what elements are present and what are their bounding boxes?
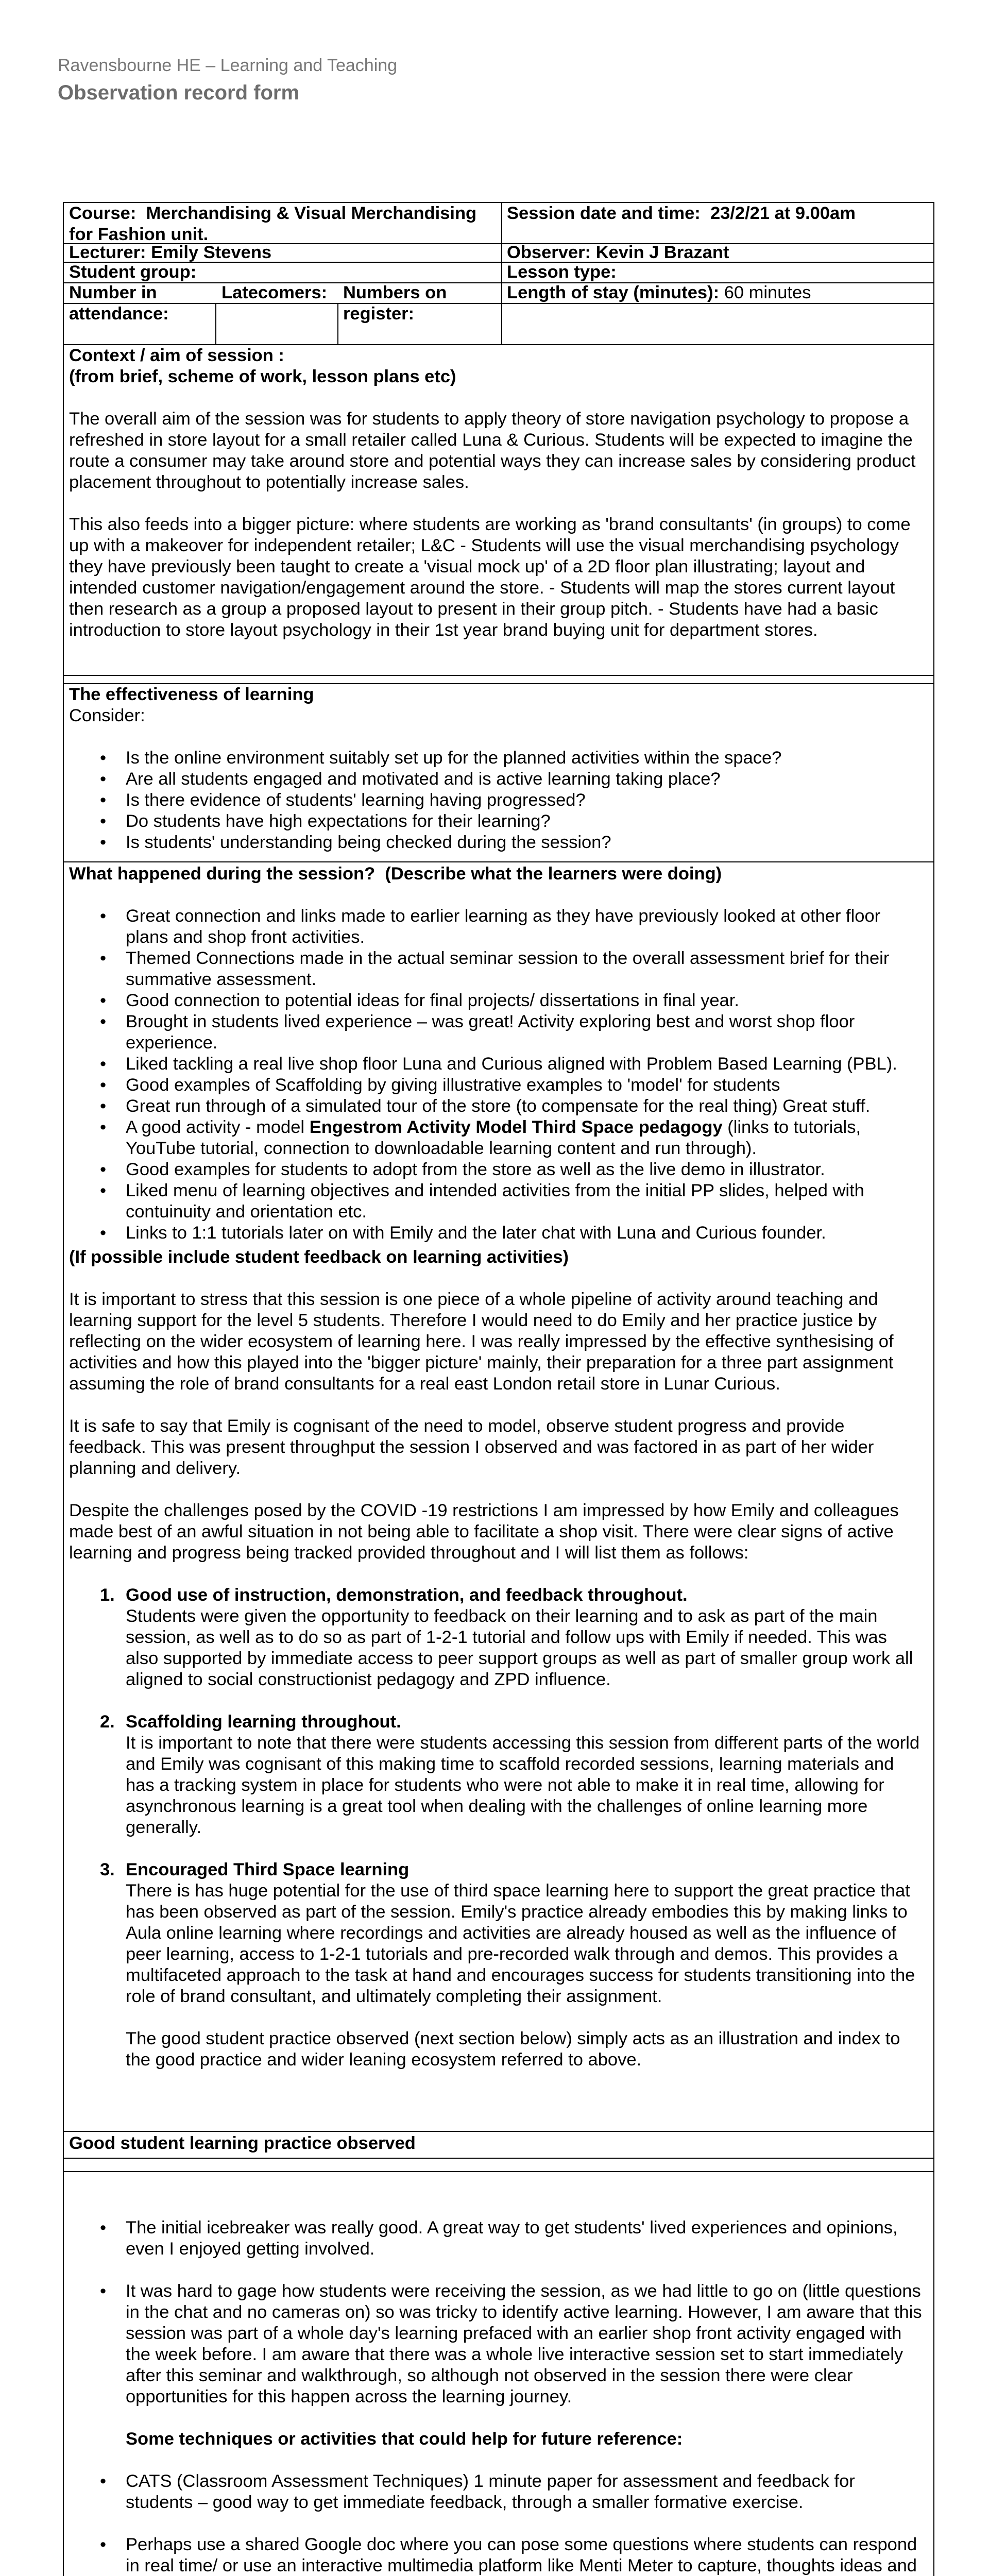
context-paragraph: The overall aim of the session was for students to apply theory of store navigation psychology to propose a refreshed in store layout for a small retailer called Luna & Curious. Students will be expected to imagine the route a consumer may take around store and potential ways they can increase sales by considering product placement throughout to potentially increase sales. [69, 409, 916, 492]
column-divider [501, 202, 502, 344]
context-subheading: (from brief, scheme of work, lesson plans etc) [69, 367, 456, 386]
list-item: • Are all students engaged and motivated and is active learning taking place? [126, 769, 924, 790]
lesson-type-label: Lesson type: [507, 262, 617, 282]
list-item: • Great run through of a simulated tour of the store (to compensate for the real thing) Great stuff. [126, 1096, 924, 1117]
form-title: Observation record form [58, 81, 300, 104]
lecturer-label: Lecturer: [69, 243, 146, 262]
list-item: • Good connection to potential ideas for final projects/ dissertations in final year. [126, 990, 924, 1011]
point-body: It is important to note that there were students accessing this session from different parts of the world and Emily was cognisant of this making time to scaffold recorded sessions, learning materials and has a tracking system in place for students who were not able to make it in real time, allowing for asynchronous learning is a great tool when dealing with the challenges of online learning more generally. [126, 1733, 920, 1837]
course-label: Course: [69, 204, 137, 223]
point-number: 2. [100, 1712, 115, 1732]
list-item: • Is there evidence of students' learning having progressed? [126, 790, 924, 811]
stay-value: 60 minutes [724, 283, 811, 302]
student-group-label: Student group: [69, 262, 197, 282]
course-cell [69, 203, 497, 245]
feedback-paragraph: It is safe to say that Emily is cognisant of the need to model, observe student progress and provide feedback. This was present throughput the session I observed and was factored in as part of her wider planning and delivery. [69, 1416, 874, 1478]
attendance-label: Number in attendance: [69, 283, 169, 324]
feedback-heading: (If possible include student feedback on learning activities) [69, 1247, 569, 1267]
list-item [126, 1117, 924, 1159]
point-body: Students were given the opportunity to feedback on their learning and to ask as part of the main session, as well as to do so as part of 1-2-1 tutorial and follow ups with Emily if needed. This was also supported by immediate access to peer support groups as well as part of smaller group work all aligned to social constructionist pedagogy and ZPD influence. [126, 1606, 913, 1689]
point-title: Good use of instruction, demonstration, and feedback throughout. [126, 1585, 688, 1605]
point-number: 3. [100, 1860, 115, 1879]
column-divider [215, 303, 216, 344]
column-divider [337, 303, 338, 344]
numbered-point [100, 1585, 924, 1711]
section-divider [63, 2131, 933, 2132]
section-divider [63, 2158, 933, 2159]
list-item: • Do students have high expectations for their learning? [126, 811, 924, 832]
happened-heading-bold: What happened during the session? [69, 864, 376, 884]
stay-cell [507, 282, 929, 303]
effectiveness-heading: The effectiveness of learning [69, 685, 314, 704]
list-item: • Great connection and links made to earlier learning as they have previously looked at other floor plans and shop front activities. [126, 906, 924, 948]
observer-cell [507, 242, 929, 263]
model-name: Engestrom Activity Model Third Space pedagogy [309, 1117, 723, 1137]
section-divider [63, 675, 933, 676]
happened-heading-rest: (Describe what the learners were doing) [385, 864, 722, 884]
point-title: Encouraged Third Space learning [126, 1860, 410, 1879]
observer-value: Kevin J Brazant [595, 243, 729, 262]
closing-paragraph: The good student practice observed (next section below) simply acts as an illustration and index to the good practice and wider leaning ecosystem referred to above. [126, 2029, 900, 2070]
practice-section [69, 2217, 924, 2576]
list-item: • Perhaps use a shared Google doc where you can pose some questions where students can respond in real time/ or use an interactive multimedia platform like Menti Meter to capture, thoughts ideas and [126, 2534, 924, 2576]
list-item: • Good examples for students to adopt from the store as well as the live demo in illustrator. [126, 1159, 924, 1180]
list-item: • Links to 1:1 tutorials later on with Emily and the later chat with Luna and Curious founder. [126, 1223, 924, 1244]
numbered-point [100, 1711, 924, 1859]
point-title: Scaffolding learning throughout. [126, 1712, 401, 1732]
session-label: Session date and time: [507, 204, 701, 223]
list-item: • The initial icebreaker was really good. A great way to get students' lived experiences and opinions, even I enjoyed getting involved. [126, 2217, 924, 2260]
register-label: Numbers on register: [343, 283, 447, 324]
list-item: • Liked menu of learning objectives and intended activities from the initial PP slides, helped with contuinuity and orientation etc. [126, 1180, 924, 1223]
context-paragraph: This also feeds into a bigger picture: where students are working as 'brand consultants' (in groups) to come up with a makeover for independent retailer; L&C - Students will use the visual merchandising psychology they have previously been taught to create a 'visual mock up' of a 2D floor plan illustrating; layout and intended customer navigation/engagement around the store. - Students will map the stores current layout then research as a group a proposed layout to present in their group pitch. - Students have had a basic introduction to store layout psychology in their 1st year brand buying unit for department stores. [69, 515, 911, 640]
happened-section [69, 863, 924, 2071]
list-item: • CATS (Classroom Assessment Techniques) 1 minute paper for assessment and feedback for students – good way to get immediate feedback, through a smaller formative exercise. [126, 2471, 924, 2513]
list-item: • It was hard to gage how students were receiving the session, as we had little to go on (little questions in the chat and no cameras on) so was tricky to identify active learning. However, I am aware that this session was part of a whole day's learning prefaced with an earlier shop front activity engaged with the week before. I am aware that there was a whole live interactive session set to start immediately after this seminar and walkthrough, so although not observed in the session there were clear opportunities for this happen across the learning journey. [126, 2281, 924, 2408]
point-number: 1. [100, 1585, 115, 1605]
model-text: A good activity - model [126, 1117, 310, 1137]
organisation-name: Ravensbourne HE – Learning and Teaching [58, 56, 398, 75]
list-item: • Themed Connections made in the actual seminar session to the overall assessment brief for their summative assessment. [126, 948, 924, 990]
observer-label: Observer: [507, 243, 591, 262]
context-heading: Context / aim of session : [69, 346, 284, 365]
list-item: • Brought in students lived experience – was great! Activity exploring best and worst shop floor experience. [126, 1011, 924, 1054]
list-item: • Is the online environment suitably set up for the planned activities within the space? [126, 748, 924, 769]
numbered-point [100, 1859, 924, 2028]
feedback-paragraph: It is important to stress that this session is one piece of a whole pipeline of activity around teaching and learning support for the level 5 students. Therefore I would need to do Emily and her practice justice by reflecting on the wider ecosystem of learning here. I was really impressed by the effective synthesising of activities and how this played into the 'bigger picture' mainly, their preparation for a three part assignment assuming the role of brand consultants for a real east London retail store in Lunar Curious. [69, 1290, 894, 1394]
point-body: There is has huge potential for the use of third space learning here to support the great practice that has been observed as part of the session. Emily's practice already embodies this by making links to Aula online learning where recordings and activities are already housed as well as the influence of peer learning, access to 1-2-1 tutorials and pre-recorded walk through and demos. This provides a multifaceted approach to the task at hand and encourages success for students transitioning into the role of brand consultant, and ultimately completing their assignment. [126, 1881, 915, 2006]
session-value: 23/2/21 at 9.00am [710, 204, 856, 223]
lecturer-value: Emily Stevens [151, 243, 272, 262]
effectiveness-section [69, 684, 924, 853]
context-section [69, 345, 924, 641]
list-item: • Is students' understanding being checked during the session? [126, 832, 924, 853]
latecomers-label: Latecomers: [221, 283, 328, 302]
lecturer-cell [69, 242, 497, 263]
techniques-heading: Some techniques or activities that could help for future reference: [126, 2429, 683, 2449]
list-item: • Good examples of Scaffolding by giving illustrative examples to 'model' for students [126, 1075, 924, 1096]
practice-heading: Good student learning practice observed [69, 2133, 416, 2153]
session-cell [507, 203, 929, 224]
section-divider [63, 861, 933, 862]
consider-label: Consider: [69, 706, 145, 725]
model-text-rest: (links to tutorials, YouTube tutorial, connection to downloadable learning content and run through). [126, 1117, 861, 1158]
stay-label: Length of stay (minutes): [507, 283, 720, 302]
list-item: • Liked tackling a real live shop floor Luna and Curious aligned with Problem Based Learning (PBL). [126, 1054, 924, 1075]
section-divider [63, 2171, 933, 2172]
feedback-paragraph: Despite the challenges posed by the COVID -19 restrictions I am impressed by how Emily and colleagues made best of an awful situation in not being able to facilitate a shop visit. There were clear signs of active learning and progress being tracked provided throughout and I will list them as follows: [69, 1501, 899, 1563]
happened-heading [69, 863, 924, 885]
course-value: Merchandising & Visual Merchandising for Fashion unit. [69, 204, 477, 244]
